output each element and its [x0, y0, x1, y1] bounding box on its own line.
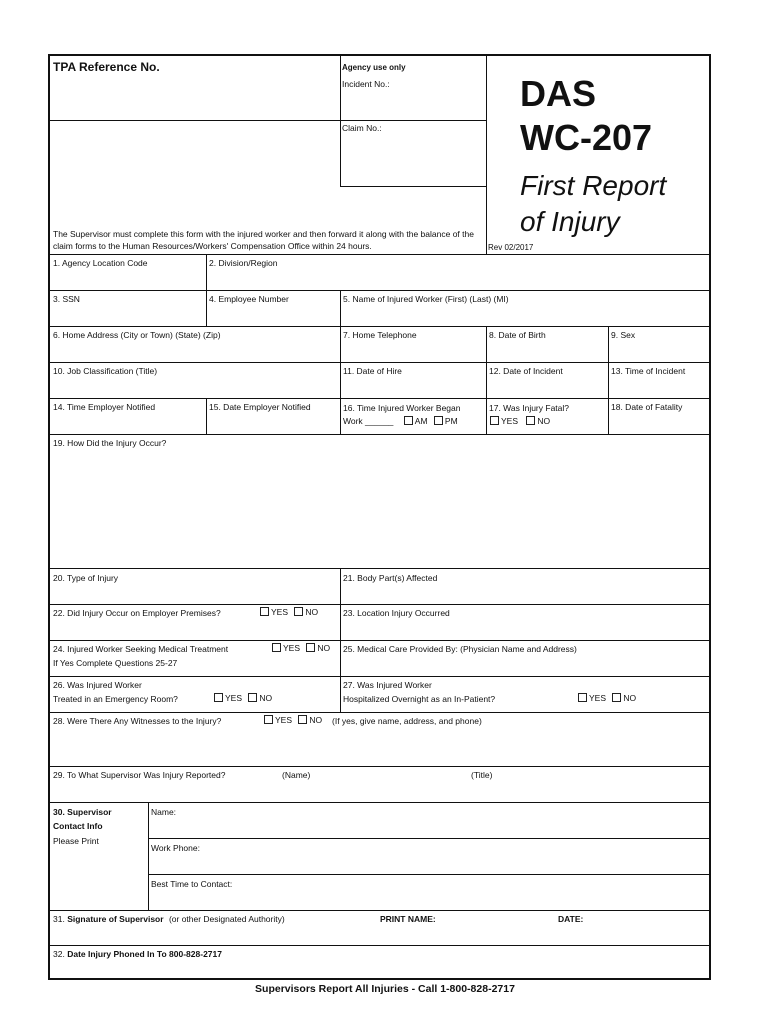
incident-no-label: Incident No.: [342, 79, 390, 89]
field-22-options [256, 606, 318, 618]
field-31-line [53, 913, 285, 925]
field-24-label: 24. Injured Worker Seeking Medical Treatment [53, 644, 229, 654]
fatal-no-checkbox[interactable] [526, 416, 535, 425]
division-region-input[interactable] [208, 270, 708, 288]
hospital-no-label: NO [623, 693, 637, 703]
field-32-label: Date Injury Phoned In To 800-828-2717 [67, 949, 222, 959]
medical-no-label: NO [317, 643, 331, 653]
form-title-das: DAS [520, 73, 597, 114]
field-26-label: 26. Was Injured Worker [53, 680, 142, 690]
medical-provider-input[interactable] [342, 656, 708, 674]
premises-no-checkbox[interactable] [294, 607, 303, 616]
supervisor-phone-input[interactable] [150, 856, 708, 872]
field-28-label: 28. Were There Any Witnesses to the Injury? [53, 716, 222, 726]
er-no-checkbox[interactable] [248, 693, 257, 702]
premises-no-label: NO [305, 607, 319, 617]
pm-label: PM [444, 416, 458, 426]
field-17-label: 17. Was Injury Fatal? [489, 403, 569, 413]
field-3-label: 3. SSN [53, 294, 80, 304]
field-28-note: (If yes, give name, address, and phone) [332, 716, 482, 726]
field-27-options [574, 692, 636, 704]
supervisor-best-time-input[interactable] [150, 892, 708, 908]
field-32-line [53, 948, 222, 960]
time-employer-notified-input[interactable] [52, 414, 204, 432]
supervisor-phone-label: Work Phone: [151, 843, 200, 853]
medical-yes-checkbox[interactable] [272, 643, 281, 652]
date-label: DATE: [558, 914, 584, 924]
footer-hotline: Supervisors Report All Injuries - Call 1-800-828-2717 [255, 983, 515, 995]
field-24-options [268, 642, 330, 654]
am-checkbox[interactable] [404, 416, 413, 425]
print-name-label: PRINT NAME: [380, 914, 436, 924]
field-15-label: 15. Date Employer Notified [209, 402, 311, 412]
agency-use-label: Agency use only [342, 63, 406, 72]
pm-checkbox[interactable] [434, 416, 443, 425]
supervisor-instructions: The Supervisor must complete this form with the injured worker and then forward it along with the balance of the claim forms to the Human Resources/Workers' Compensation Office within 24 hours. [53, 229, 474, 251]
field-29-title-hint: (Title) [471, 770, 493, 780]
home-telephone-input[interactable] [342, 342, 484, 360]
tpa-reference-input[interactable] [52, 76, 338, 118]
incident-no-input[interactable] [342, 92, 482, 118]
premises-yes-checkbox[interactable] [260, 607, 269, 616]
hospital-no-checkbox[interactable] [612, 693, 621, 702]
field-2-label: 2. Division/Region [209, 258, 278, 268]
form-title-code: WC-207 [520, 117, 653, 158]
date-of-fatality-input[interactable] [610, 414, 708, 432]
field-16-work-label: Work ______ [343, 416, 394, 426]
fatal-yes-label: YES [501, 416, 519, 426]
field-16-label: 16. Time Injured Worker Began [343, 403, 461, 413]
field-5-label: 5. Name of Injured Worker (First) (Last) (MI) [343, 294, 509, 304]
form-subtitle-line1: First Report [520, 170, 667, 201]
field-31-signature-label: Signature of Supervisor [67, 914, 164, 924]
field-27-question: Hospitalized Overnight as an In-Patient? [343, 694, 496, 704]
date-of-birth-input[interactable] [488, 342, 606, 360]
am-label: AM [414, 416, 428, 426]
hospital-yes-label: YES [589, 693, 607, 703]
agency-location-code-input[interactable] [52, 270, 204, 288]
date-phoned-input[interactable] [52, 962, 708, 978]
witness-yes-checkbox[interactable] [264, 715, 273, 724]
injury-description-input[interactable] [52, 452, 708, 566]
field-28-options [260, 714, 322, 726]
field-26-options [210, 692, 272, 704]
witnesses-input[interactable] [52, 730, 708, 764]
field-31-note: (or other Designated Authority) [168, 914, 285, 924]
medical-yes-label: YES [283, 643, 301, 653]
job-classification-input[interactable] [52, 378, 338, 396]
injury-report-form [48, 54, 711, 980]
field-29-label: 29. To What Supervisor Was Injury Reported? [53, 770, 226, 780]
field-12-label: 12. Date of Incident [489, 366, 563, 376]
supervisor-best-time-label: Best Time to Contact: [151, 879, 233, 889]
field-21-label: 21. Body Part(s) Affected [343, 573, 438, 583]
form-subtitle-line2: of Injury [520, 206, 620, 237]
supervisor-name-input[interactable] [150, 820, 708, 836]
date-of-hire-input[interactable] [342, 378, 484, 396]
field-1-label: 1. Agency Location Code [53, 258, 148, 268]
witness-no-checkbox[interactable] [298, 715, 307, 724]
er-no-label: NO [259, 693, 273, 703]
supervisor-name-label: Name: [151, 807, 177, 817]
injured-worker-name-input[interactable] [342, 306, 708, 324]
field-32-number: 32. [53, 949, 65, 959]
field-30-title-line2: Contact Info [53, 821, 103, 831]
body-parts-input[interactable] [342, 586, 708, 600]
time-of-incident-input[interactable] [610, 378, 708, 396]
location-injury-input[interactable] [342, 620, 708, 638]
field-11-label: 11. Date of Hire [343, 366, 402, 376]
field-16-work-line [343, 415, 458, 427]
field-19-label: 19. How Did the Injury Occur? [53, 438, 167, 448]
claim-no-input[interactable] [342, 136, 482, 184]
field-20-label: 20. Type of Injury [53, 573, 119, 583]
field-23-label: 23. Location Injury Occurred [343, 608, 450, 618]
field-25-label: 25. Medical Care Provided By: (Physician Name and Address) [343, 644, 577, 654]
field-10-label: 10. Job Classification (Title) [53, 366, 158, 376]
field-30-title-line1: 30. Supervisor [53, 807, 112, 817]
field-7-label: 7. Home Telephone [343, 330, 417, 340]
employee-number-input[interactable] [208, 306, 338, 324]
field-27-label: 27. Was Injured Worker [343, 680, 432, 690]
home-address-input[interactable] [52, 342, 338, 360]
premises-yes-label: YES [271, 607, 289, 617]
field-26-question: Treated in an Emergency Room? [53, 694, 178, 704]
revision-label: Rev 02/2017 [488, 243, 534, 252]
er-yes-checkbox[interactable] [214, 693, 223, 702]
er-yes-label: YES [225, 693, 243, 703]
date-employer-notified-input[interactable] [208, 414, 338, 432]
sex-input[interactable] [610, 342, 708, 360]
field-30-print-note: Please Print [53, 836, 99, 846]
hospital-yes-checkbox[interactable] [578, 693, 587, 702]
fatal-no-label: NO [537, 416, 551, 426]
field-24-note: If Yes Complete Questions 25-27 [53, 658, 178, 668]
fatal-yes-checkbox[interactable] [490, 416, 499, 425]
tpa-reference-label: TPA Reference No. [53, 60, 160, 74]
field-18-label: 18. Date of Fatality [611, 402, 683, 412]
signature-input[interactable] [52, 927, 708, 943]
field-17-options [486, 415, 550, 427]
field-4-label: 4. Employee Number [209, 294, 289, 304]
field-9-label: 9. Sex [611, 330, 636, 340]
field-8-label: 8. Date of Birth [489, 330, 546, 340]
field-14-label: 14. Time Employer Notified [53, 402, 156, 412]
reported-supervisor-input[interactable] [52, 783, 708, 801]
field-13-label: 13. Time of Incident [611, 366, 686, 376]
field-29-name-hint: (Name) [282, 770, 311, 780]
type-of-injury-input[interactable] [52, 586, 338, 600]
witness-no-label: NO [309, 715, 323, 725]
claim-no-label: Claim No.: [342, 123, 382, 133]
field-31-number: 31. [53, 914, 65, 924]
medical-no-checkbox[interactable] [306, 643, 315, 652]
witness-yes-label: YES [275, 715, 293, 725]
field-22-label: 22. Did Injury Occur on Employer Premises? [53, 608, 221, 618]
date-of-incident-input[interactable] [488, 378, 606, 396]
ssn-input[interactable] [52, 306, 204, 324]
field-6-label: 6. Home Address (City or Town) (State) (Zip) [53, 330, 221, 340]
